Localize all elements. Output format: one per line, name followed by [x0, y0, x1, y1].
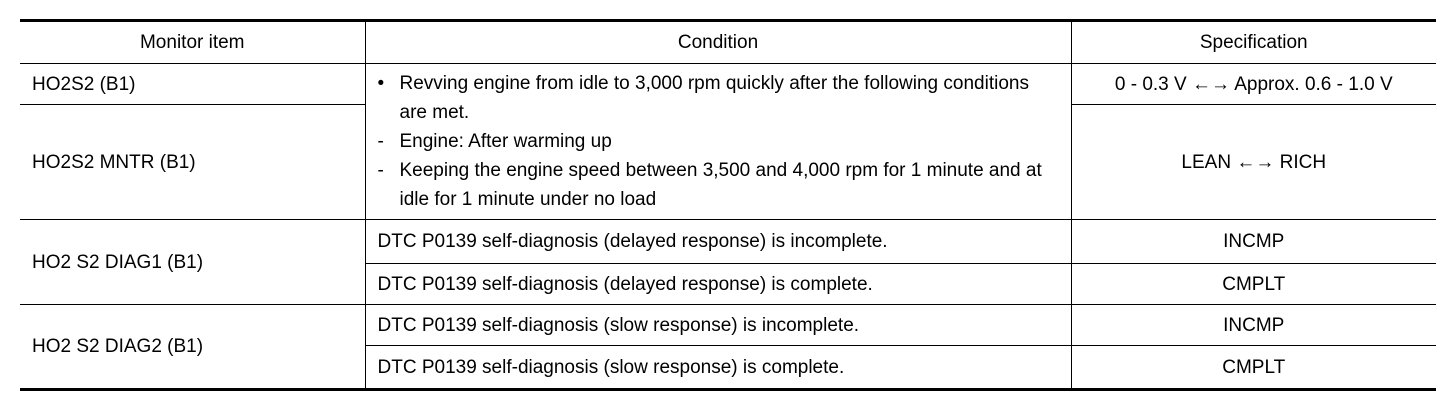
- header-specification: Specification: [1071, 21, 1436, 64]
- condition-cell: DTC P0139 self-diagnosis (delayed response) is complete.: [365, 264, 1071, 305]
- condition-cell: [365, 64, 1071, 220]
- monitor-item-cell: HO2S2 (B1): [20, 64, 365, 105]
- specification-cell: LEAN ←→ RICH: [1071, 105, 1436, 220]
- condition-cell: DTC P0139 self-diagnosis (delayed response) is incomplete.: [365, 220, 1071, 264]
- monitor-item-cell: HO2 S2 DIAG1 (B1): [20, 220, 365, 305]
- monitor-item-cell: HO2S2 MNTR (B1): [20, 105, 365, 220]
- specification-cell: CMPLT: [1071, 264, 1436, 305]
- condition-text: Engine: After warming up: [399, 131, 612, 152]
- monitor-spec-table: [20, 19, 1436, 391]
- condition-cell: DTC P0139 self-diagnosis (slow response) is incomplete.: [365, 305, 1071, 346]
- header-row: [20, 21, 1436, 64]
- monitor-item-cell: HO2 S2 DIAG2 (B1): [20, 305, 365, 390]
- condition-text: Keeping the engine speed between 3,500 and 4,000 rpm for 1 minute and at idle for 1 minute under no load: [399, 160, 1042, 210]
- bullet-marker: •: [377, 73, 385, 94]
- condition-list-item: [378, 156, 1059, 214]
- condition-list-item: [378, 69, 1059, 127]
- specification-cell: 0 - 0.3 V ←→ Approx. 0.6 - 1.0 V: [1071, 64, 1436, 105]
- dash-marker: -: [377, 160, 384, 181]
- table-row: [20, 220, 1436, 264]
- table-row: [20, 64, 1436, 105]
- specification-cell: INCMP: [1071, 305, 1436, 346]
- condition-list: [378, 69, 1059, 214]
- dash-marker: -: [377, 131, 384, 152]
- condition-text: Revving engine from idle to 3,000 rpm quickly after the following conditions are met.: [399, 73, 1029, 123]
- condition-list-item: [378, 127, 1059, 156]
- specification-cell: CMPLT: [1071, 346, 1436, 390]
- table-row: [20, 305, 1436, 346]
- specification-cell: INCMP: [1071, 220, 1436, 264]
- header-condition: Condition: [365, 21, 1071, 64]
- condition-cell: DTC P0139 self-diagnosis (slow response) is complete.: [365, 346, 1071, 390]
- header-monitor-item: Monitor item: [20, 21, 365, 64]
